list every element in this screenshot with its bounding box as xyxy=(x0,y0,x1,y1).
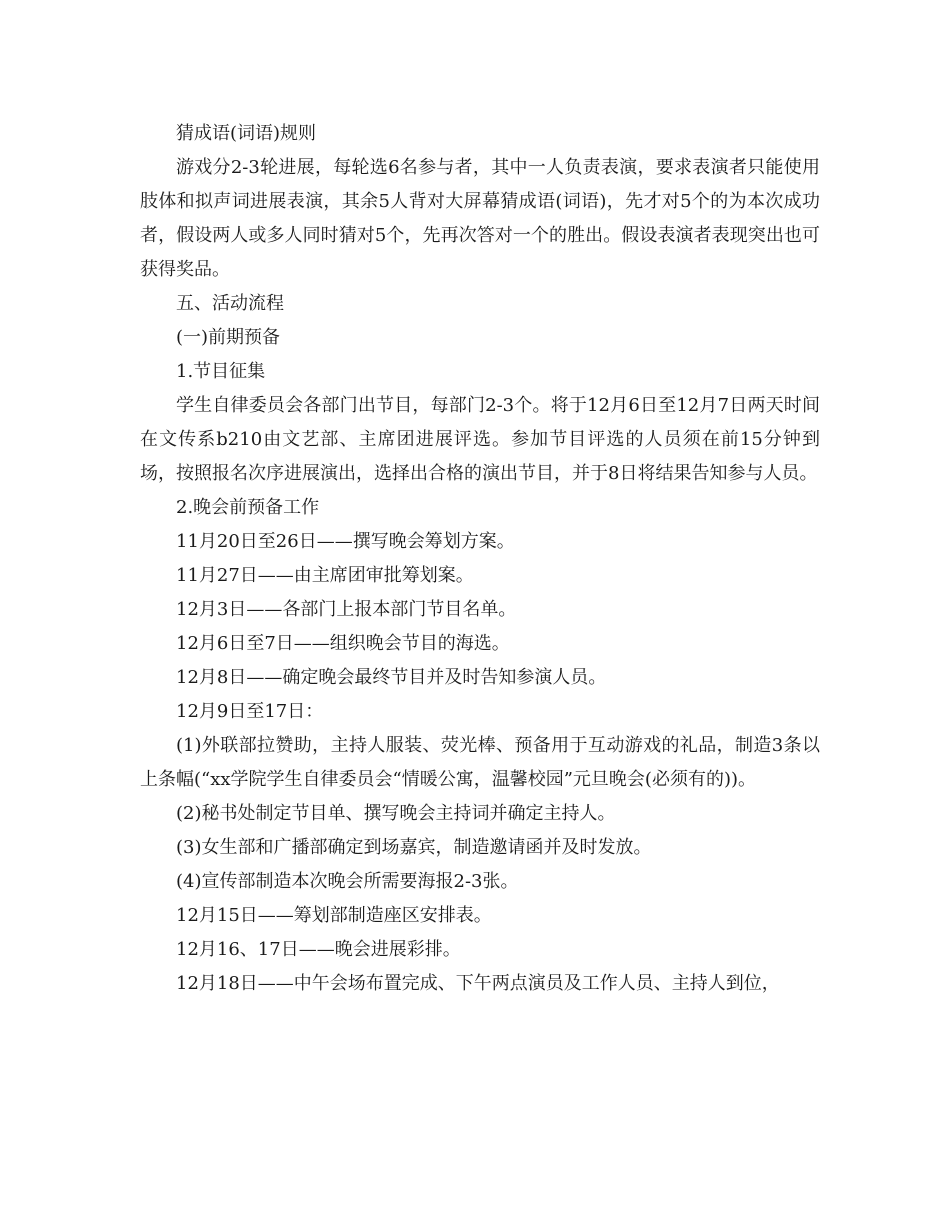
task-item: (3)女生部和广播部确定到场嘉宾，制造邀请函并及时发放。 xyxy=(176,837,652,858)
schedule-item: 12月18日——中午会场布置完成、下午两点演员及工作人员、主持人到位， xyxy=(176,973,780,994)
task-item: (1)外联部拉赞助，主持人服装、荧光棒、预备用于互动游戏的礼品，制造3条以上条幅(“xx学院学生自律委员会“情暖公寓，温馨校园”元旦晚会(必须有的))。 xyxy=(140,735,820,790)
heading-pre-gala-work: 2.晚会前预备工作 xyxy=(176,497,320,518)
schedule-item: 12月3日——各部门上报本部门节目名单。 xyxy=(176,599,517,620)
paragraph-game-rules: 游戏分2-3轮进展，每轮选6名参与者，其中一人负责表演，要求表演者只能使用肢体和拟声词进展表演，其余5人背对大屏幕猜成语(词语)，先才对5个的为本次成功者，假设两人或多人同时猜对5个，先再次答对一个的胜出。假设表演者表现突出也可获得奖品。 xyxy=(140,157,820,280)
heading-early-preparation: (一)前期预备 xyxy=(176,327,281,348)
schedule-item: 11月27日——由主席团审批筹划案。 xyxy=(176,565,474,586)
heading-program-collection: 1.节目征集 xyxy=(176,361,266,382)
heading-guess-idiom-rules: 猜成语(词语)规则 xyxy=(176,123,317,144)
schedule-item: 12月6日至7日——组织晚会节目的海选。 xyxy=(176,633,510,654)
schedule-item: 11月20日至26日——撰写晚会筹划方案。 xyxy=(176,531,515,552)
schedule-item: 12月16、17日——晚会进展彩排。 xyxy=(176,939,461,960)
task-item: (2)秘书处制定节目单、撰写晚会主持词并确定主持人。 xyxy=(176,803,616,824)
schedule-item: 12月15日——筹划部制造座区安排表。 xyxy=(176,905,492,926)
document-body xyxy=(140,117,820,1001)
schedule-item: 12月9日至17日： xyxy=(176,701,324,722)
task-item: (4)宣传部制造本次晚会所需要海报2-3张。 xyxy=(176,871,519,892)
paragraph-program-collection: 学生自律委员会各部门出节目，每部门2-3个。将于12月6日至12月7日两天时间在文传系b210由文艺部、主席团进展评选。参加节目评选的人员须在前15分钟到场，按照报名次序进展演出，选择出合格的演出节目，并于8日将结果告知参与人员。 xyxy=(140,395,820,484)
heading-activity-flow: 五、活动流程 xyxy=(176,293,284,314)
schedule-item: 12月8日——确定晚会最终节目并及时告知参演人员。 xyxy=(176,667,607,688)
